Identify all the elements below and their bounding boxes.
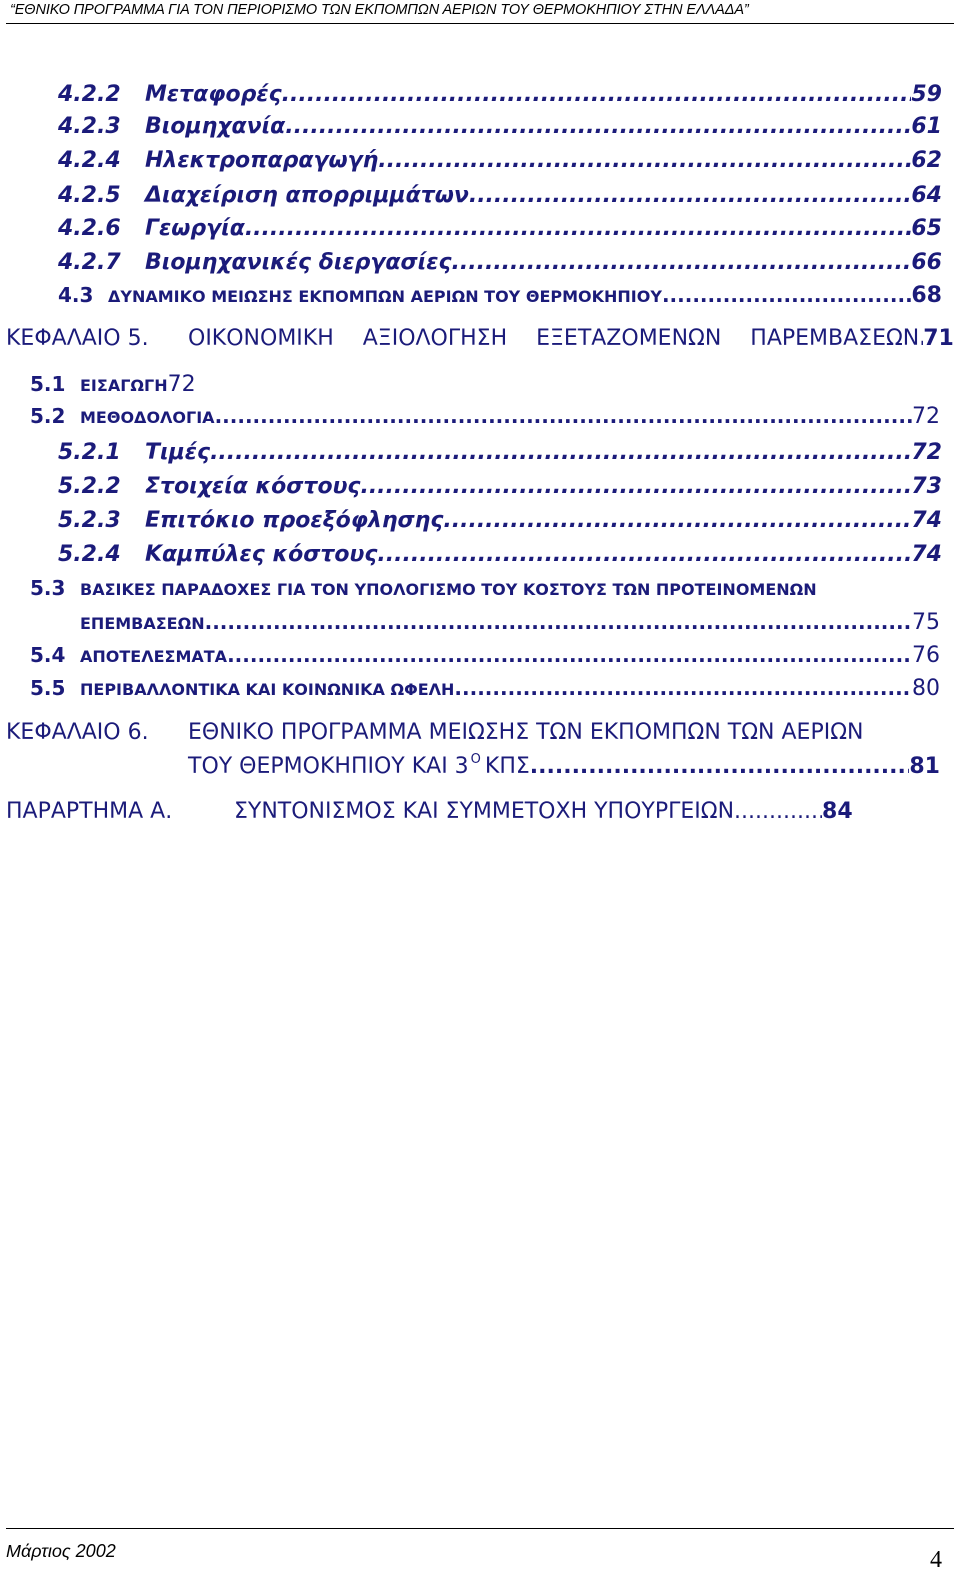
toc-page: 76	[912, 643, 940, 668]
toc-entry-5-1[interactable]	[30, 372, 330, 397]
toc-number: 5.2.4	[58, 542, 121, 567]
toc-number: 5.1	[30, 372, 66, 396]
toc-title: ΜΕΘΟΔΟΛΟΓΙΑ	[80, 408, 215, 427]
toc-number: 5.2	[30, 404, 66, 428]
footer-rule	[6, 1528, 954, 1529]
toc-page: 72	[911, 440, 942, 465]
toc-title: Μεταφορές	[145, 82, 282, 107]
toc-title: Ηλεκτροπαραγωγή	[145, 148, 379, 173]
toc-page: 62	[911, 148, 942, 173]
toc-leader	[245, 216, 912, 241]
toc-appendix-a[interactable]	[6, 799, 938, 824]
toc-number: 4.2.3	[58, 114, 121, 139]
toc-page: 68	[911, 283, 942, 308]
toc-entry-5-2-4[interactable]	[58, 542, 942, 567]
toc-leader	[282, 82, 912, 107]
toc-page: 64	[911, 183, 942, 208]
toc-entry-5-3-continued[interactable]	[80, 610, 940, 635]
toc-leader	[452, 250, 912, 275]
toc-title-line-2: ΤΟΥ ΘΕΡΜΟΚΗΠΙΟΥ ΚΑΙ 3	[188, 754, 469, 779]
toc-entry-5-2-3[interactable]	[58, 508, 942, 533]
toc-leader	[360, 474, 911, 499]
toc-entry-4-2-4[interactable]	[58, 148, 942, 173]
toc-number: 5.5	[30, 676, 66, 700]
toc-page: 81	[909, 754, 940, 779]
toc-title: ΠΕΡΙΒΑΛΛΟΝΤΙΚΑ ΚΑΙ ΚΟΙΝΩΝΙΚΑ ΩΦΕΛΗ	[80, 680, 455, 699]
toc-page: 73	[911, 474, 942, 499]
toc-page: 61	[911, 114, 942, 139]
toc-leader	[530, 754, 910, 779]
toc-title: ΕΙΣΑΓΩΓΗ	[80, 376, 168, 395]
toc-page: 80	[912, 676, 940, 701]
toc-page: 72	[912, 404, 940, 429]
toc-entry-5-5[interactable]	[30, 676, 940, 701]
toc-page: 59	[911, 82, 942, 107]
footer-date: Μάρτιος 2002	[6, 1541, 116, 1561]
toc-number: 4.2.2	[58, 82, 121, 107]
toc-title: Βιομηχανικές διεργασίες	[145, 250, 452, 275]
toc-leader	[205, 610, 912, 634]
toc-leader	[378, 148, 911, 173]
toc-entry-5-3[interactable]	[30, 576, 940, 600]
toc-leader	[469, 183, 912, 208]
toc-page: 72	[167, 372, 196, 397]
toc-leader	[215, 404, 912, 428]
toc-leader	[662, 283, 911, 307]
header-rule	[6, 23, 954, 24]
toc-title: Γεωργία	[145, 216, 245, 241]
toc-number: 5.3	[30, 576, 66, 600]
toc-leader	[443, 508, 911, 533]
toc-page: 74	[911, 508, 942, 533]
toc-title: Επιτόκιο προεξόφλησης	[145, 508, 444, 533]
toc-leader	[210, 440, 911, 465]
toc-entry-5-2-2[interactable]	[58, 474, 942, 499]
toc-title-line-1: ΒΑΣΙΚΕΣ ΠΑΡΑΔΟΧΕΣ ΓΙΑ ΤΟΝ ΥΠΟΛΟΓΙΣΜΟ ΤΟΥ ΚΟΣΤΟΥΣ ΤΩΝ ΠΡΟΤΕΙΝΟΜΕΝΩΝ	[80, 580, 817, 599]
toc-entry-4-2-3[interactable]	[58, 114, 942, 139]
footer-page-number: 4	[930, 1547, 942, 1573]
toc-leader	[285, 114, 911, 139]
toc-number: ΠΑΡΑΡΤΗΜΑ Α.	[6, 799, 173, 824]
toc-chapter-6-continued[interactable]	[188, 754, 940, 779]
toc-page: 74	[911, 542, 942, 567]
toc-leader	[227, 643, 912, 667]
toc-entry-4-2-6[interactable]	[58, 216, 942, 241]
toc-title: ΟΙΚΟΝΟΜΙΚΗ ΑΞΙΟΛΟΓΗΣΗ ΕΞΕΤΑΖΟΜΕΝΩΝ ΠΑΡΕΜΒΑΣΕΩΝ	[188, 326, 920, 351]
toc-title: Τιμές	[145, 440, 211, 465]
toc-leader	[454, 676, 912, 700]
toc-title: Καμπύλες κόστους	[145, 542, 378, 567]
toc-entry-4-2-2[interactable]	[58, 82, 942, 107]
toc-entry-4-2-5[interactable]	[58, 183, 942, 208]
toc-entry-4-2-7[interactable]	[58, 250, 942, 275]
toc-number: ΚΕΦΑΛΑΙΟ 5.	[6, 326, 149, 351]
toc-number: 5.2.2	[58, 474, 121, 499]
toc-title-line-2-end: ΚΠΣ	[484, 754, 530, 779]
toc-page: 65	[911, 216, 942, 241]
toc-leader	[734, 799, 822, 824]
toc-number: 4.2.5	[58, 183, 121, 208]
toc-title: ΔΥΝΑΜΙΚΟ ΜΕΙΩΣΗΣ ΕΚΠΟΜΠΩΝ ΑΕΡΙΩΝ ΤΟΥ ΘΕΡΜΟΚΗΠΙΟΥ	[108, 287, 662, 306]
toc-number: 5.2.1	[58, 440, 121, 465]
toc-page: 71	[923, 326, 954, 351]
toc-title-line-1: ΕΘΝΙΚΟ ΠΡΟΓΡΑΜΜΑ ΜΕΙΩΣΗΣ ΤΩΝ ΕΚΠΟΜΠΩΝ ΤΩΝ ΑΕΡΙΩΝ	[188, 720, 864, 745]
toc-title: ΣΥΝΤΟΝΙΣΜΟΣ ΚΑΙ ΣΥΜΜΕΤΟΧΗ ΥΠΟΥΡΓΕΙΩΝ	[234, 799, 735, 824]
toc-page: 75	[912, 610, 940, 635]
toc-chapter-6[interactable]	[6, 720, 940, 745]
toc-page: 84	[822, 799, 853, 824]
toc-title: Βιομηχανία	[145, 114, 286, 139]
toc-entry-4-3[interactable]	[58, 283, 942, 308]
toc-number: 4.2.7	[58, 250, 121, 275]
toc-number: 5.2.3	[58, 508, 121, 533]
toc-superscript: Ο	[470, 752, 481, 767]
toc-entry-5-2-1[interactable]	[58, 440, 942, 465]
toc-title-line-2: ΕΠΕΜΒΑΣΕΩΝ	[80, 614, 205, 633]
toc-page: 66	[911, 250, 942, 275]
toc-number: 5.4	[30, 643, 66, 667]
toc-leader	[377, 542, 911, 567]
toc-entry-5-2[interactable]	[30, 404, 940, 429]
toc-number: 4.2.4	[58, 148, 121, 173]
running-header: “ΕΘΝΙΚΟ ΠΡΟΓΡΑΜΜΑ ΓΙΑ ΤΟΝ ΠΕΡΙΟΡΙΣΜΟ ΤΩΝ ΕΚΠΟΜΠΩΝ ΑΕΡΙΩΝ ΤΟΥ ΘΕΡΜΟΚΗΠΙΟΥ ΣΤΗΝ ΕΛΛΑΔΑ”	[10, 2, 749, 18]
toc-number: 4.2.6	[58, 216, 121, 241]
toc-title: Στοιχεία κόστους	[145, 474, 361, 499]
toc-entry-5-4[interactable]	[30, 643, 940, 668]
toc-number: ΚΕΦΑΛΑΙΟ 6.	[6, 720, 149, 745]
toc-number: 4.3	[58, 283, 94, 307]
toc-title: ΑΠΟΤΕΛΕΣΜΑΤΑ	[80, 647, 228, 666]
toc-chapter-5[interactable]	[6, 326, 954, 351]
toc-title: Διαχείριση απορριμμάτων	[145, 183, 469, 208]
